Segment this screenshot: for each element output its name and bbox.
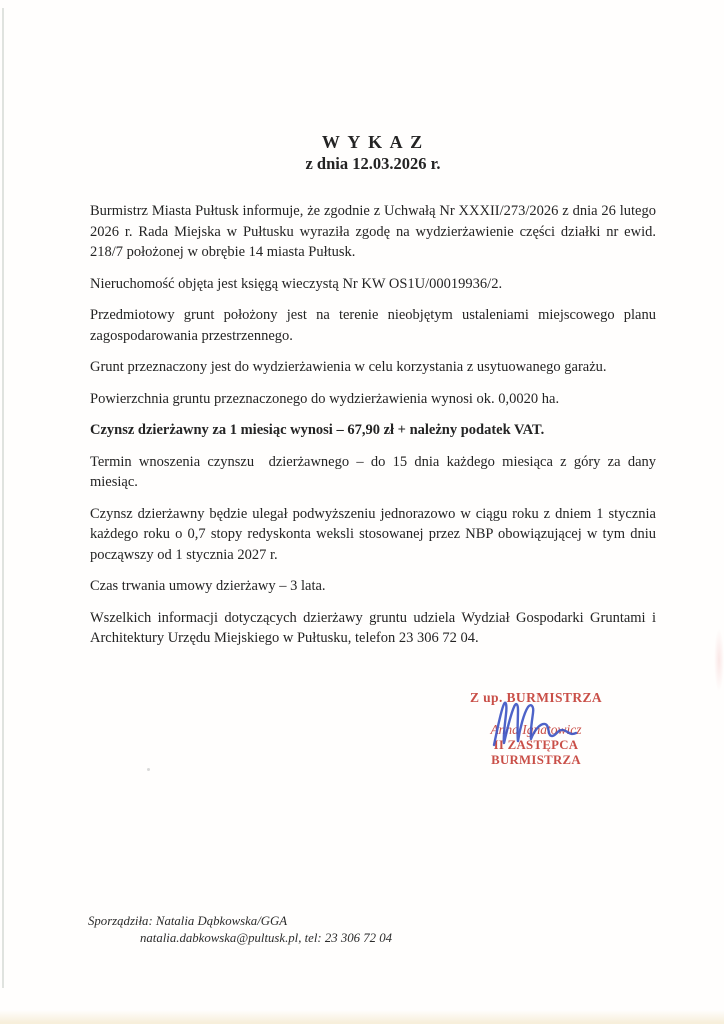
paragraph-5: Powierzchnia gruntu przeznaczonego do wydzierżawienia wynosi ok. 0,0020 ha. — [90, 390, 560, 407]
document-footer — [88, 913, 392, 947]
stamp-signer-title: II ZASTĘPCA BURMISTRZA — [491, 738, 581, 767]
paragraph-3: Przedmiotowy grunt położony jest na terenie nieobjętym ustaleniami miejscowego planu zagospodarowania przestrzennego. — [90, 307, 660, 344]
document-title: W Y K A Z — [321, 132, 425, 152]
paragraph-9: Czas trwania umowy dzierżawy – 3 lata. — [90, 578, 326, 594]
paragraph-7: Termin wnoszenia czynszu dzierżawnego – do 15 dnia każdego miesiąca z góry za dany miesiąc. — [90, 453, 660, 490]
scan-bottom-band-artifact — [0, 1010, 724, 1024]
document-body — [90, 131, 660, 660]
scan-speck-artifact — [147, 768, 150, 771]
paragraph-1: Burmistrz Miasta Pułtusk informuje, że zgodnie z Uchwałą Nr XXXII/273/2026 z dnia 26 lutego 2026 r. Rada Miejska w Pułtusku wyraziła zgodę na wydzierżawienie części działki nr ewid. 218/7 położonej w obrębie 14 miasta Pułtusk. — [90, 203, 660, 260]
paragraph-rent-amount: Czynsz dzierżawny za 1 miesiąc wynosi – 67,90 zł + należny podatek VAT. — [90, 422, 545, 438]
title-block — [90, 131, 656, 175]
signature-block — [448, 690, 624, 768]
stamp-authority-line: Z up. BURMISTRZA — [469, 690, 603, 705]
paragraph-8: Czynsz dzierżawny będzie ulegał podwyższeniu jednorazowo w ciągu roku z dniem 1 stycznia każdego roku o 0,7 stopy redyskonta weksli stosowanej przez NBP obowiązującej w tym dniu począwszy od 1 stycznia 2027 r. — [90, 505, 660, 563]
scan-smudge-artifact — [714, 628, 724, 692]
paragraph-2: Nieruchomość objęta jest księgą wieczystą Nr KW OS1U/00019936/2. — [90, 275, 503, 292]
paragraph-10: Wszelkich informacji dotyczących dzierżawy gruntu udziela Wydział Gospodarki Gruntami i Architektury Urzędu Miejskiego w Pułtusku, telefon 23 306 72 04. — [90, 609, 659, 646]
prepared-by-line: Sporządziła: Natalia Dąbkowska/GGA — [88, 914, 288, 928]
document-date: z dnia 12.03.2026 r. — [305, 154, 441, 173]
stamp-signer-name: Anna Ignatowicz — [490, 722, 582, 737]
paragraph-4: Grunt przeznaczony jest do wydzierżawienia w celu korzystania z usytuowanego garażu. — [90, 359, 607, 375]
scan-edge-artifact — [2, 8, 4, 988]
contact-line: natalia.dabkowska@pultusk.pl, tel: 23 306 72 04 — [140, 931, 393, 945]
